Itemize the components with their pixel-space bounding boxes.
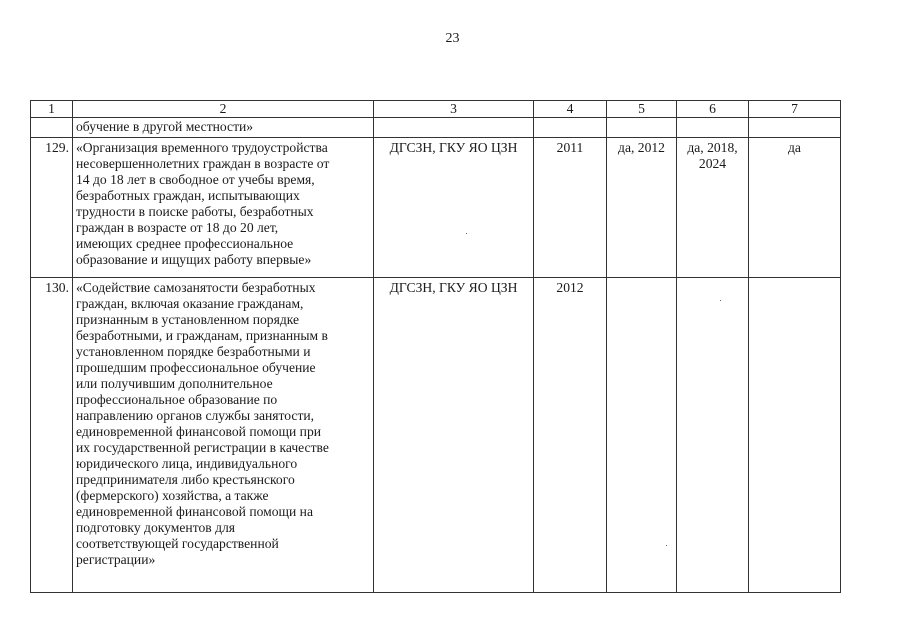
document-table xyxy=(30,100,841,593)
continuation-cell-4 xyxy=(534,118,607,138)
page-number: 23 xyxy=(445,31,460,46)
scan-speck xyxy=(720,300,721,301)
column-header-2: 2 xyxy=(73,101,374,118)
row-description-text: «Содействие самозанятости безработных граждан, включая оказание гражданам, признанным в установленном порядке безработными, и гражданам, признанным в установленном порядке безработными и прошедшим профессиональное обучение или получившим дополнительное профессиональное образование по направлению органов службы занятости, единовременной финансовой помощи при их государственной регистрации в качестве юридического лица, индивидуального предпринимателя либо крестьянского (фермерского) хозяйства, а также единовременной финансовой помощи на подготовку документов для соответствующей государственной регистрации» xyxy=(76,280,329,567)
scan-speck xyxy=(466,233,467,234)
row-description xyxy=(73,138,374,278)
table-row xyxy=(31,138,841,278)
column-header-1: 1 xyxy=(31,101,73,118)
table-row-continuation xyxy=(31,118,841,138)
row-col7 xyxy=(749,278,841,593)
row-col7: да xyxy=(749,138,841,278)
column-header-4: 4 xyxy=(534,101,607,118)
table-header-row xyxy=(31,101,841,118)
row-col6-text: да, 2018, 2024 xyxy=(687,140,738,171)
table-row xyxy=(31,278,841,593)
row-number: 129. xyxy=(31,138,73,278)
row-col6 xyxy=(677,138,749,278)
row-description-text: «Организация временного трудоустройства несовершеннолетних граждан в возрасте от 14 до 18 лет в свободное от учебы время, безработных граждан, испытывающих трудности в поиске работы, безработных граждан в возрасте от 18 до 20 лет, имеющих среднее профессиональное образование и ищущих работу впервые» xyxy=(76,140,330,267)
row-executor: ДГСЗН, ГКУ ЯО ЦЗН xyxy=(374,278,534,593)
column-header-6: 6 xyxy=(677,101,749,118)
row-year: 2012 xyxy=(534,278,607,593)
row-number: 130. xyxy=(31,278,73,593)
scan-speck xyxy=(666,545,667,546)
continuation-cell-5 xyxy=(607,118,677,138)
continuation-description: обучение в другой местности» xyxy=(73,118,374,138)
row-col5: да, 2012 xyxy=(607,138,677,278)
column-header-5: 5 xyxy=(607,101,677,118)
row-col6 xyxy=(677,278,749,593)
column-header-3: 3 xyxy=(374,101,534,118)
continuation-cell-7 xyxy=(749,118,841,138)
row-year: 2011 xyxy=(534,138,607,278)
continuation-num-cell xyxy=(31,118,73,138)
row-executor: ДГСЗН, ГКУ ЯО ЦЗН xyxy=(374,138,534,278)
continuation-cell-6 xyxy=(677,118,749,138)
row-description xyxy=(73,278,374,593)
continuation-cell-3 xyxy=(374,118,534,138)
column-header-7: 7 xyxy=(749,101,841,118)
